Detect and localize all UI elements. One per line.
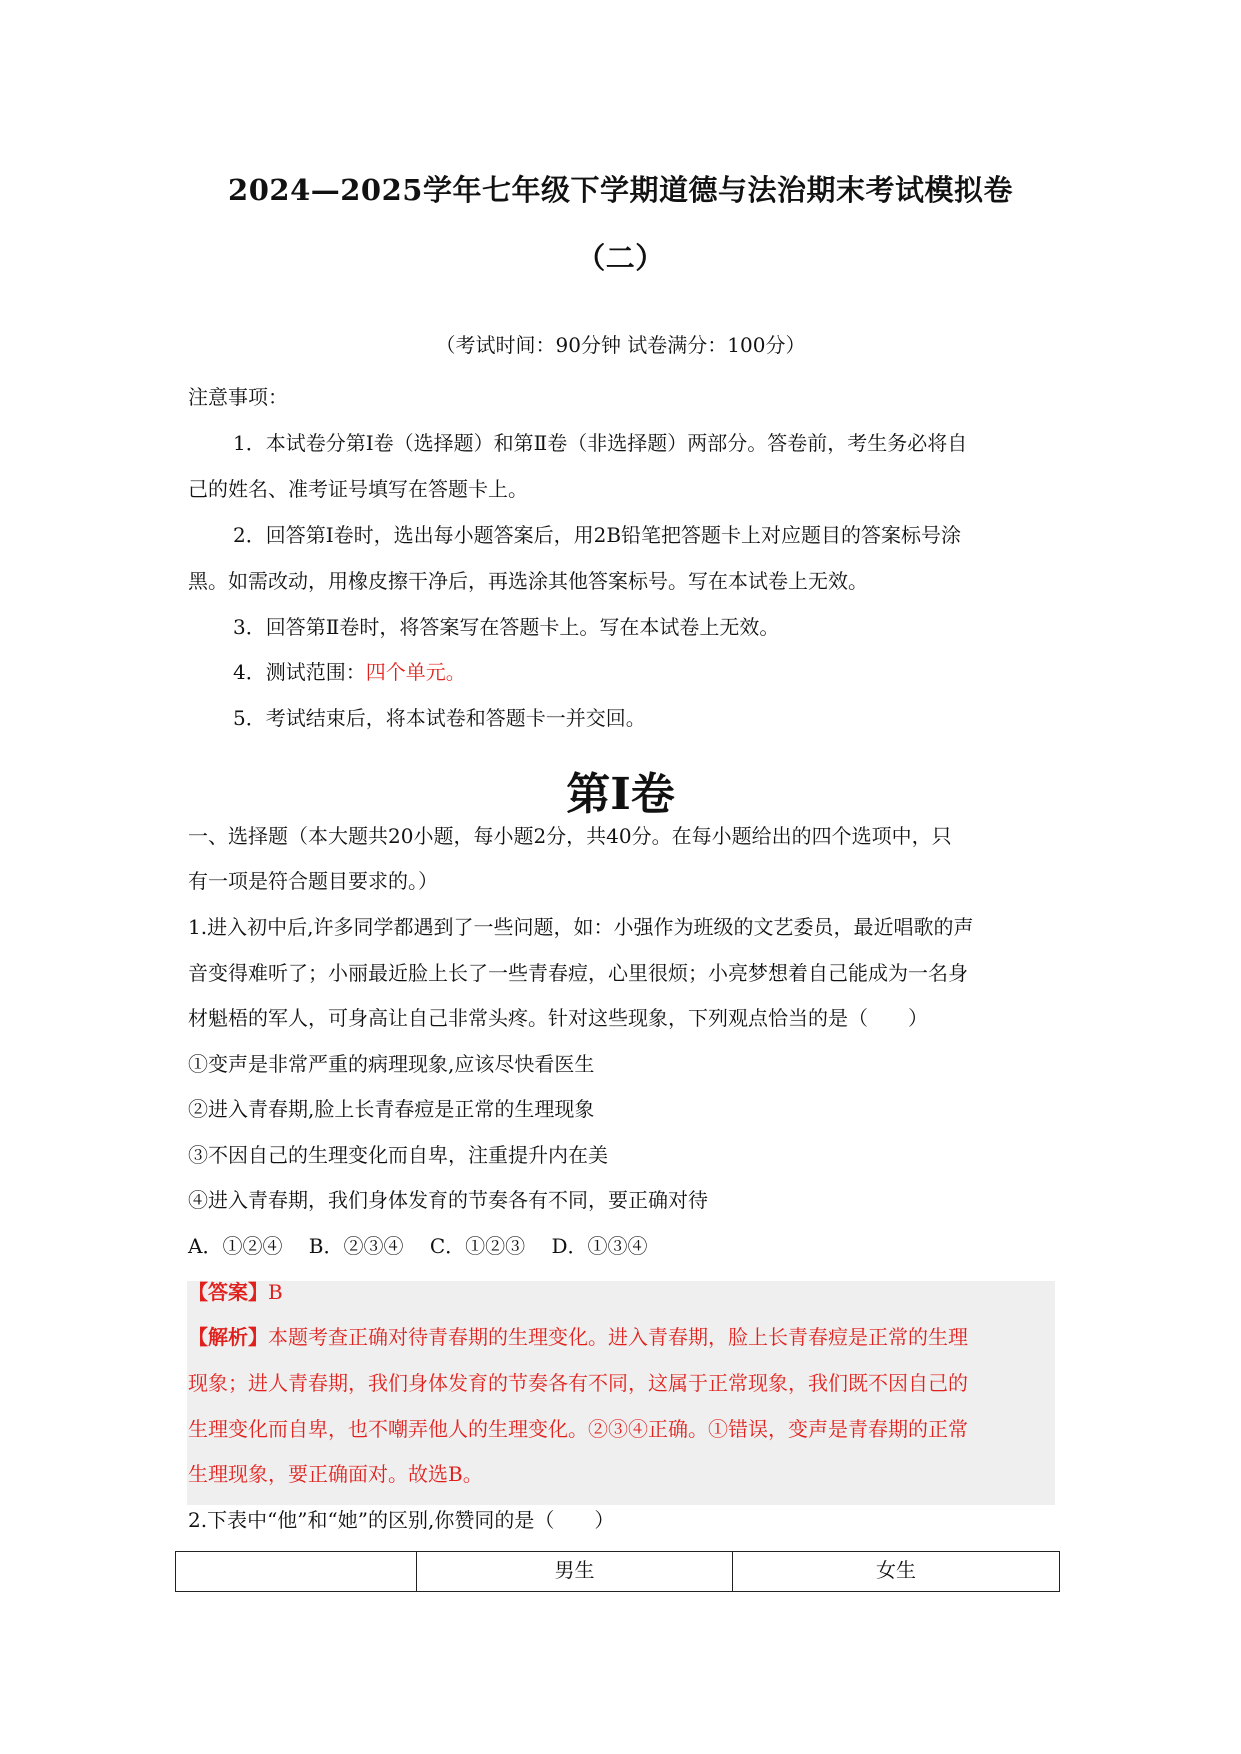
q1-statement-4: ④进入青春期，我们身体发育的节奏各有不同，要正确对待 <box>188 1188 708 1212</box>
q1-statement-1: ①变声是非常严重的病理现象,应该尽快看医生 <box>188 1052 595 1076</box>
notice-item-3: 3．回答第Ⅱ卷时，将答案写在答题卡上。写在本试卷上无效。 <box>233 615 780 639</box>
answer-label: 【答案】 <box>188 1280 268 1304</box>
q2-stem: 2.下表中“他”和“她”的区别,你赞同的是（ ） <box>188 1508 615 1532</box>
notice-item-1-line-1: 1．本试卷分第Ⅰ卷（选择题）和第Ⅱ卷（非选择题）两部分。答卷前，考生务必将自 <box>233 431 968 455</box>
section-intro-line-2: 有一项是符合题目要求的。） <box>188 869 438 893</box>
q1-statement-2: ②进入青春期,脸上长青春痘是正常的生理现象 <box>188 1097 595 1121</box>
section-heading: 第Ⅰ卷 <box>566 769 675 820</box>
notice-item-2-line-2: 黑。如需改动，用橡皮擦干净后，再选涂其他答案标号。写在本试卷上无效。 <box>188 569 868 593</box>
q1-statement-3: ③不因自己的生理变化而自卑，注重提升内在美 <box>188 1143 608 1167</box>
q1-stem-line-1: 1.进入初中后,许多同学都遇到了一些问题，如：小强作为班级的文艺委员，最近唱歌的声 <box>188 915 974 939</box>
q1-answer <box>188 1277 1058 1307</box>
q1-stem-line-2: 音变得难听了；小丽最近脸上长了一些青春痘，心里很烦；小亮梦想着自己能成为一名身 <box>188 961 968 985</box>
answer-value: B <box>268 1280 283 1304</box>
table-row <box>176 1552 1060 1592</box>
q1-analysis-line-1 <box>188 1322 1058 1352</box>
analysis-label: 【解析】 <box>188 1325 268 1349</box>
analysis-text: 本题考查正确对待青春期的生理变化。进入青春期，脸上长青春痘是正常的生理 <box>268 1325 968 1349</box>
exam-info: （考试时间：90分钟 试卷满分：100分） <box>435 333 806 357</box>
table-header-male: 男生 <box>417 1552 733 1592</box>
q1-analysis-line-2: 现象；进人青春期，我们身体发育的节奏各有不同，这属于正常现象，我们既不因自己的 <box>188 1371 968 1395</box>
q1-analysis-line-4: 生理现象，要正确面对。故选B。 <box>188 1462 483 1486</box>
notice-heading: 注意事项： <box>188 385 288 409</box>
q1-analysis-line-3: 生理变化而自卑，也不嘲弄他人的生理变化。②③④正确。①错误，变声是青春期的正常 <box>188 1417 968 1441</box>
notice-item-4-value: 四个单元。 <box>365 660 466 684</box>
exam-title: 2024—2025学年七年级下学期道德与法治期末考试模拟卷 <box>228 173 1013 207</box>
q2-table <box>175 1551 1060 1592</box>
table-header-female: 女生 <box>733 1552 1060 1592</box>
notice-item-4 <box>233 657 1103 687</box>
section-intro-line-1: 一、选择题（本大题共20小题，每小题2分，共40分。在每小题给出的四个选项中，只 <box>188 824 952 848</box>
q1-options: A．①②④ B．②③④ C．①②③ D．①③④ <box>188 1234 648 1258</box>
notice-item-4-prefix: 4．测试范围： <box>233 660 366 684</box>
notice-item-5: 5．考试结束后，将本试卷和答题卡一并交回。 <box>233 706 646 730</box>
q1-stem-line-3: 材魁梧的军人，可身高让自己非常头疼。针对这些现象，下列观点恰当的是（ ） <box>188 1006 928 1030</box>
notice-item-1-line-2: 己的姓名、准考证号填写在答题卡上。 <box>188 477 528 501</box>
exam-subtitle: （二） <box>576 241 665 275</box>
notice-item-2-line-1: 2．回答第Ⅰ卷时，选出每小题答案后，用2B铅笔把答题卡上对应题目的答案标号涂 <box>233 523 962 547</box>
table-header-cell-empty <box>176 1552 417 1592</box>
